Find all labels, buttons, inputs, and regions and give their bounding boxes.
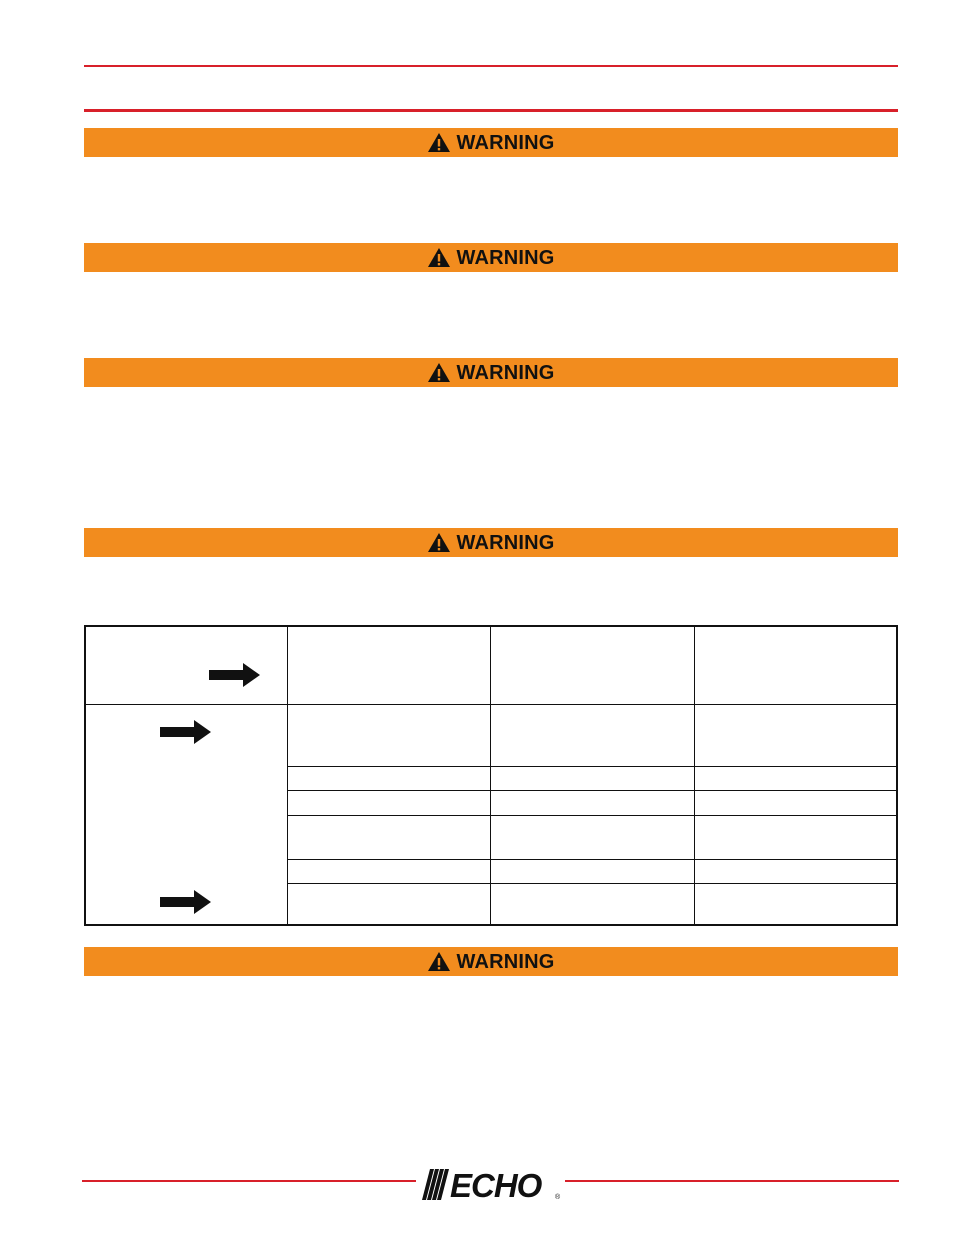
table-column-divider [287, 627, 288, 924]
warning-banner-2 [84, 243, 898, 272]
header-rule-top [84, 65, 898, 67]
arrow-right-icon [209, 662, 261, 688]
warning-triangle-icon [427, 532, 451, 553]
warning-banner-5 [84, 947, 898, 976]
table-row-divider [287, 790, 896, 791]
table-column-divider [694, 627, 695, 924]
echo-logo [419, 1166, 565, 1202]
table-row-divider [287, 766, 896, 767]
header-rule-bottom [84, 109, 898, 112]
table-row-divider [86, 704, 896, 705]
table-row-divider [287, 859, 896, 860]
warning-label: WARNING [456, 361, 555, 384]
warning-triangle-icon [427, 951, 451, 972]
warning-label: WARNING [456, 246, 555, 269]
warning-banner-3 [84, 358, 898, 387]
spec-table [84, 625, 898, 926]
warning-triangle-icon [427, 247, 451, 268]
table-column-divider [490, 627, 491, 924]
footer-rule-right [565, 1180, 899, 1182]
arrow-right-icon [160, 889, 212, 915]
warning-banner-1 [84, 128, 898, 157]
table-row-divider [287, 815, 896, 816]
arrow-right-icon [160, 719, 212, 745]
registered-mark: ® [555, 1194, 561, 1201]
warning-triangle-icon [427, 132, 451, 153]
warning-label: WARNING [456, 131, 555, 154]
warning-triangle-icon [427, 362, 451, 383]
table-row-divider [287, 883, 896, 884]
footer-rule-left [82, 1180, 416, 1182]
logo-wordmark: ECHO [450, 1167, 542, 1202]
warning-banner-4 [84, 528, 898, 557]
warning-label: WARNING [456, 531, 555, 554]
warning-label: WARNING [456, 950, 555, 973]
